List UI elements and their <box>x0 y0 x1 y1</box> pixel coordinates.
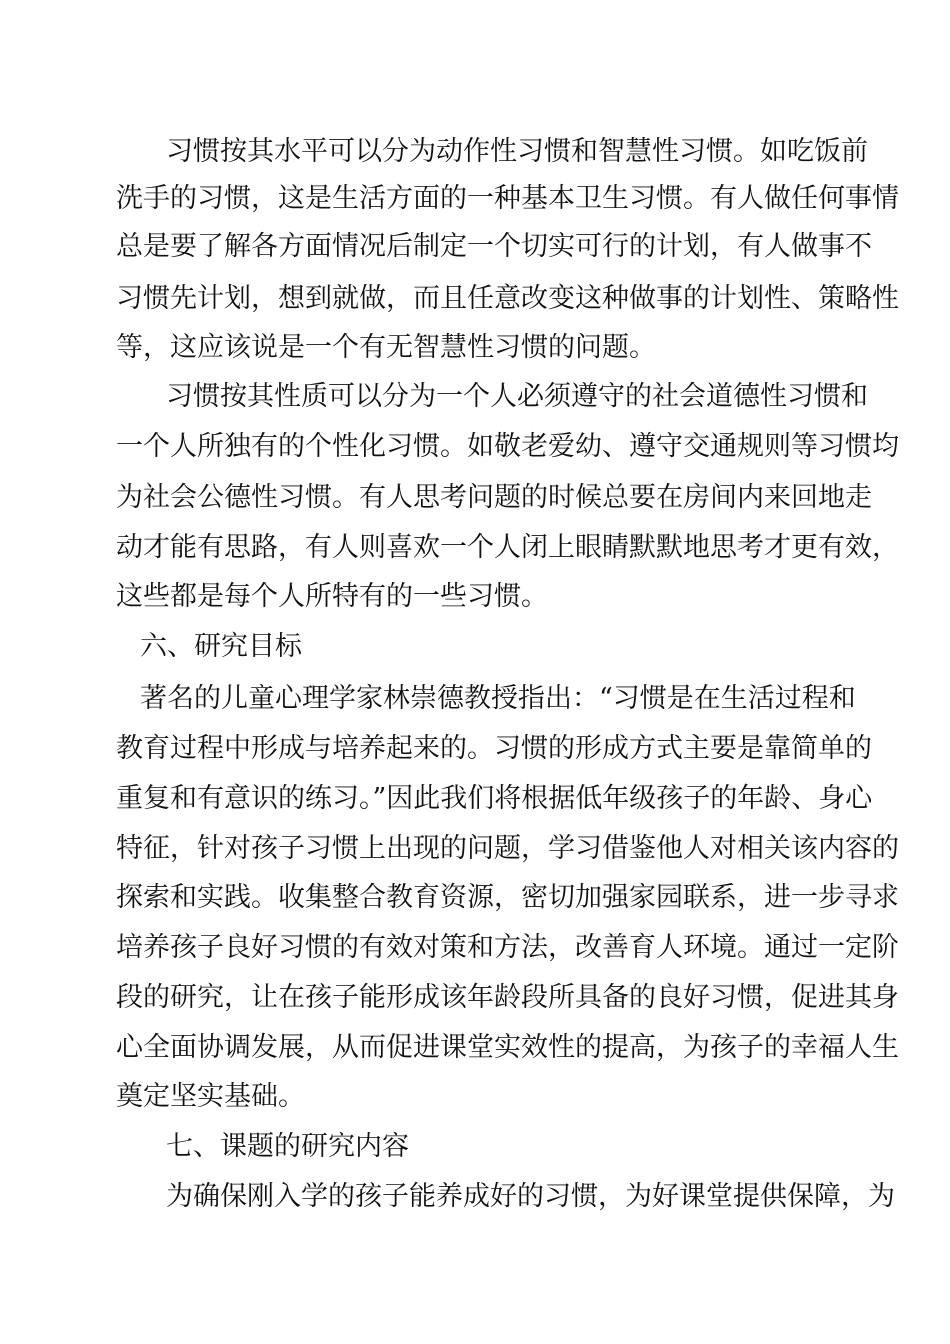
paragraph-line: 特征，针对孩子习惯上出现的问题，学习借鉴他人对相关该内容的 <box>116 833 899 864</box>
paragraph-line: 一个人所独有的个性化习惯。如敬老爱幼、遵守交通规则等习惯均 <box>116 431 899 462</box>
paragraph-line: 总是要了解各方面情况后制定一个切实可行的计划，有人做事不 <box>116 231 872 262</box>
paragraph-line: 著名的儿童心理学家林崇德教授指出：“习惯是在生活过程和 <box>140 683 856 714</box>
paragraph-line: 段的研究，让在孩子能形成该年龄段所具备的良好习惯，促进其身 <box>116 982 899 1013</box>
paragraph-line: 培养孩子良好习惯的有效对策和方法，改善育人环境。通过一定阶 <box>116 932 899 963</box>
paragraph-line: 等，这应该说是一个有无智慧性习惯的问题。 <box>116 332 656 363</box>
section-heading: 七、课题的研究内容 <box>166 1131 409 1162</box>
paragraph-line: 探索和实践。收集整合教育资源，密切加强家园联系，进一步寻求 <box>116 882 899 913</box>
paragraph-line: 习惯按其水平可以分为动作性习惯和智慧性习惯。如吃饭前 <box>166 136 868 167</box>
paragraph-line: 习惯先计划，想到就做，而且任意改变这种做事的计划性、策略性 <box>116 283 899 314</box>
paragraph-line: 心全面协调发展，从而促进课堂实效性的提高，为孩子的幸福人生 <box>116 1032 899 1063</box>
paragraph-line: 重复和有意识的练习。”因此我们将根据低年级孩子的年龄、身心 <box>116 783 873 814</box>
paragraph-line: 为社会公德性习惯。有人思考问题的时候总要在房间内来回地走 <box>116 482 872 513</box>
paragraph-line: 习惯按其性质可以分为一个人必须遵守的社会道德性习惯和 <box>166 381 868 412</box>
paragraph-line: 教育过程中形成与培养起来的。习惯的形成方式主要是靠简单的 <box>116 733 872 764</box>
paragraph-line: 洗手的习惯，这是生活方面的一种基本卫生习惯。有人做任何事情 <box>116 183 899 214</box>
paragraph-line: 这些都是每个人所特有的一些习惯。 <box>116 581 548 612</box>
paragraph-line: 为确保刚入学的孩子能养成好的习惯，为好课堂提供保障，为 <box>166 1181 895 1212</box>
paragraph-line: 奠定坚实基础。 <box>116 1081 305 1112</box>
section-heading: 六、研究目标 <box>140 631 302 662</box>
paragraph-line: 动才能有思路，有人则喜欢一个人闭上眼睛默默地思考才更有效， <box>116 532 899 563</box>
